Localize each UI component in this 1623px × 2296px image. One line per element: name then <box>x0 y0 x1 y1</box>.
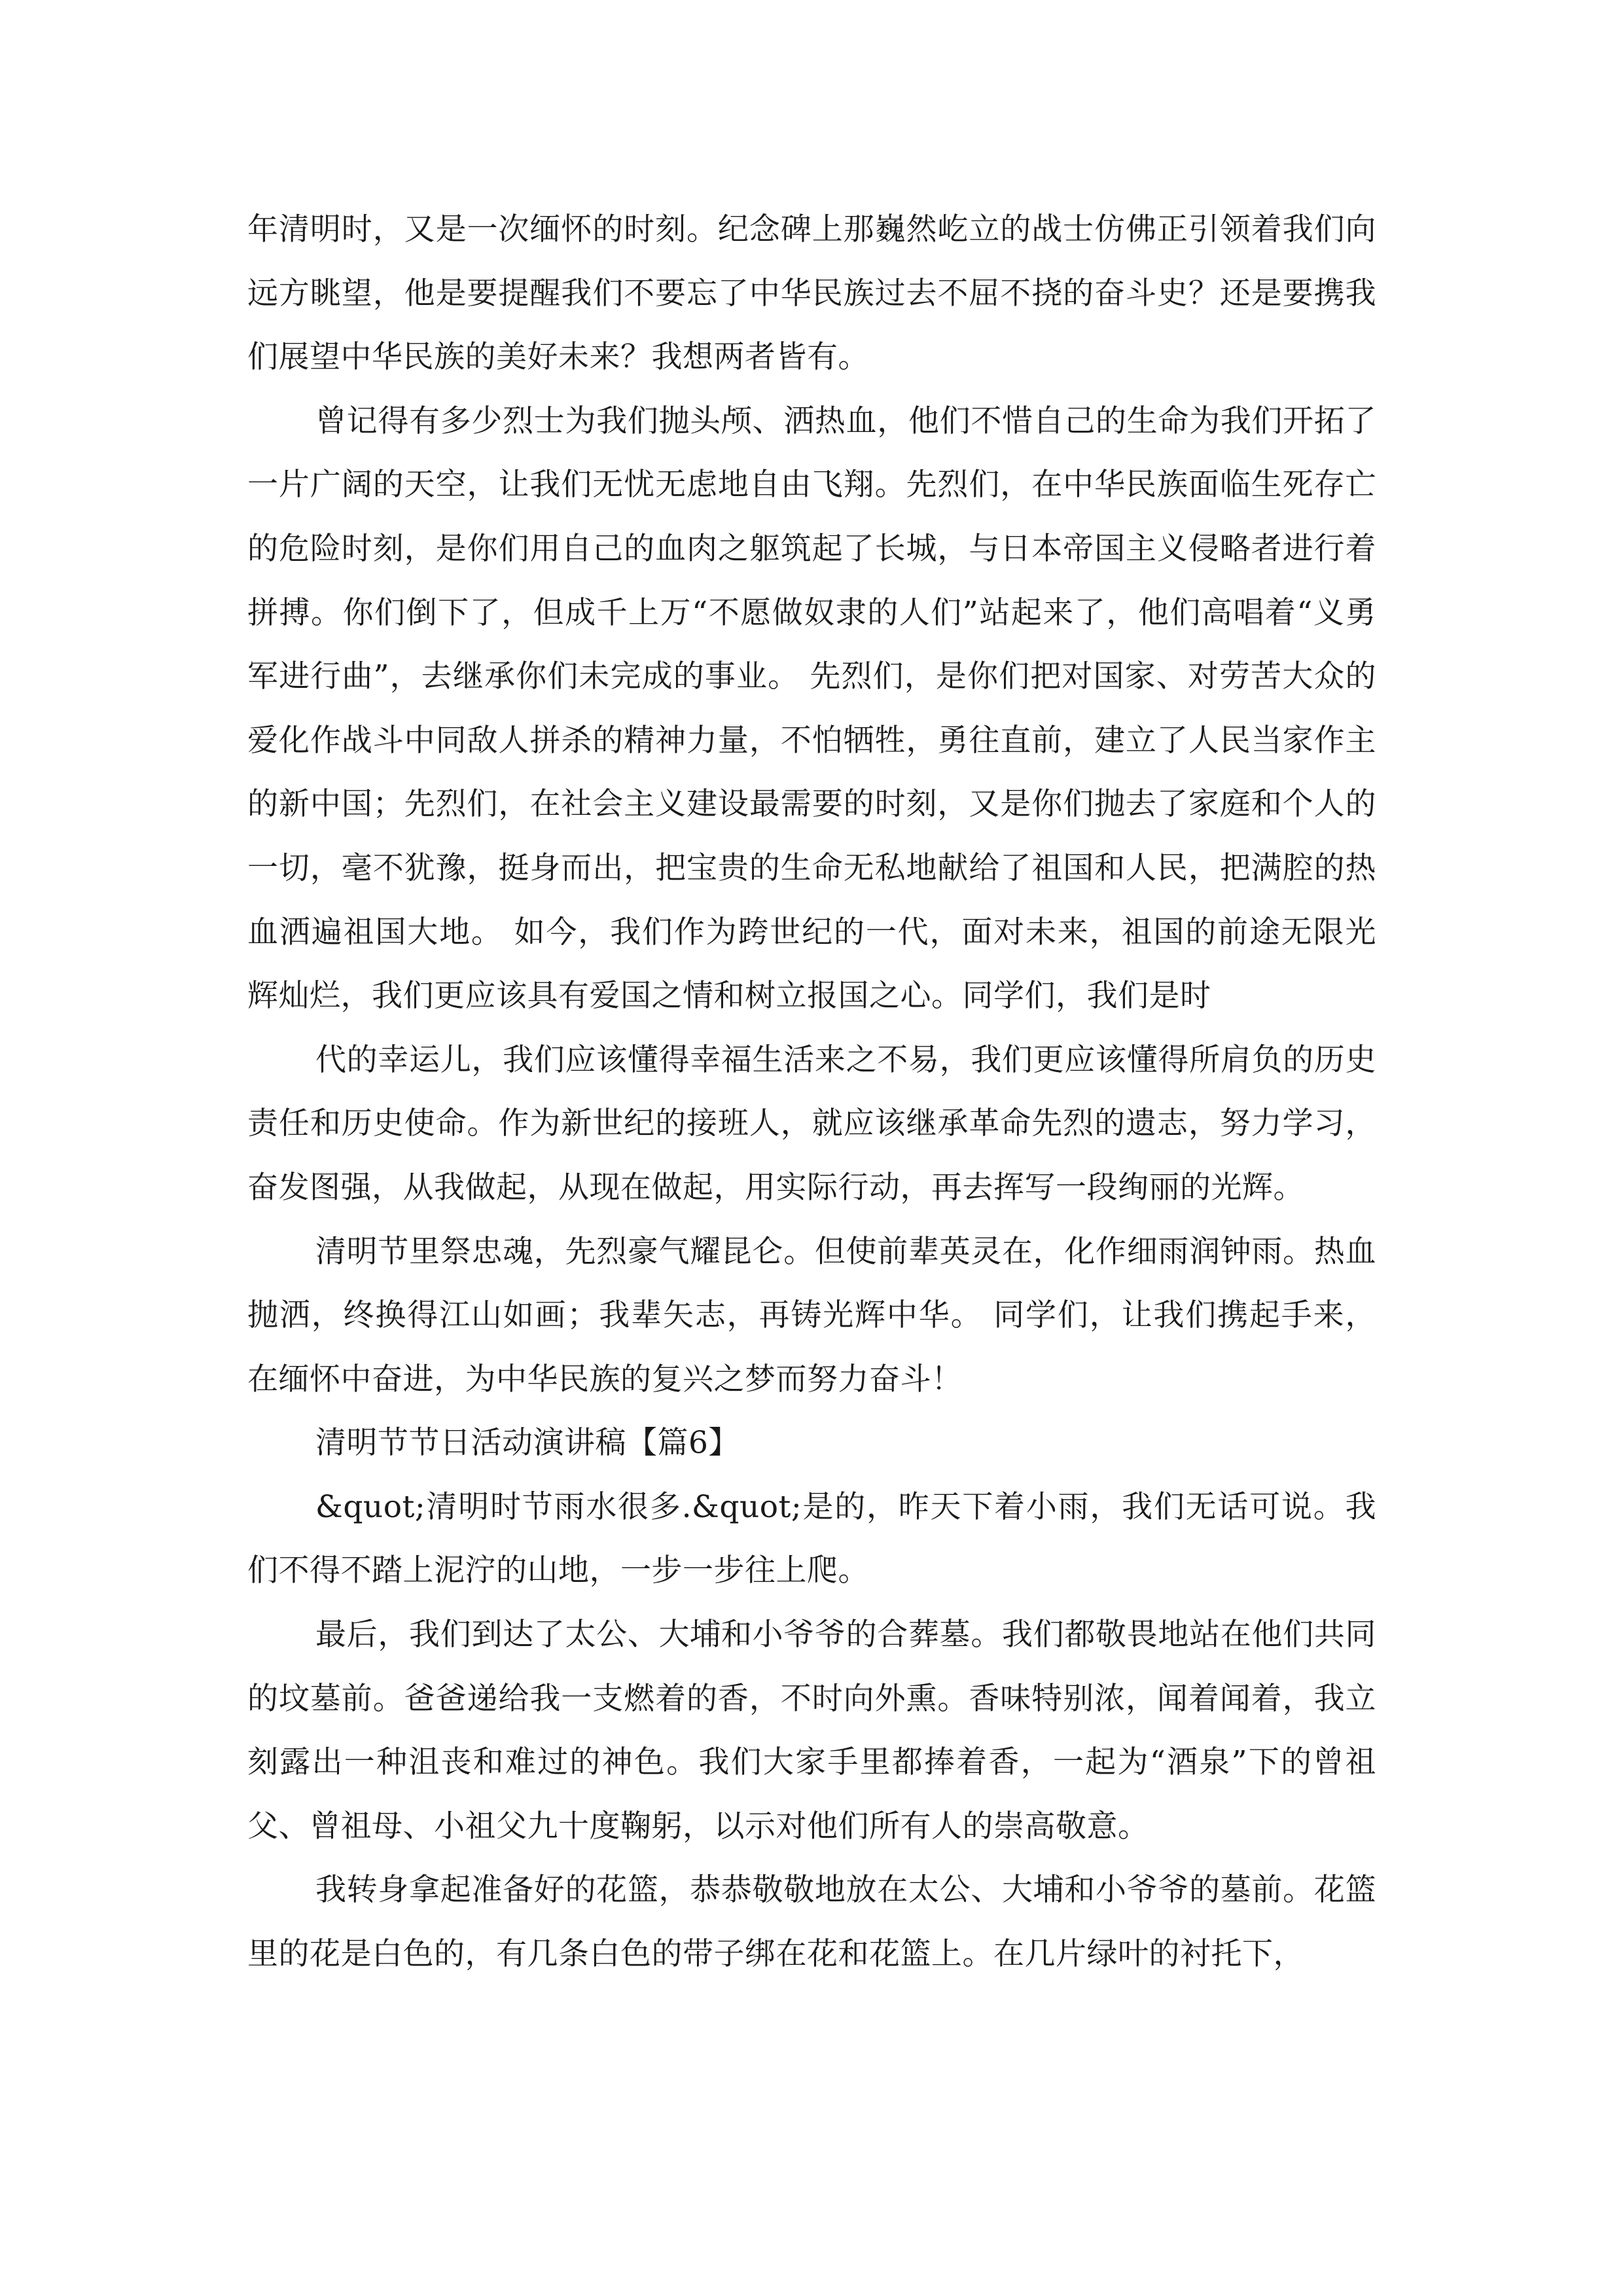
paragraph-5: &quot;清明时节雨水很多.&quot;是的，昨天下着小雨，我们无话可说。我们不得不踏上泥泞的山地，一步一步往上爬。 <box>247 1488 1376 1589</box>
paragraph-6: 最后，我们到达了太公、大埔和小爷爷的合葬墓。我们都敬畏地站在他们共同的坟墓前。爸爸递给我一支燃着的香，不时向外熏。香味特别浓，闻着闻着，我立刻露出一种沮丧和难过的神色。我们大家手里都捧着香，一起为“酒泉”下的曾祖父、曾祖母、小祖父九十度鞠躬，以示对他们所有人的崇高敬意。 <box>247 1617 1376 1844</box>
document-body <box>247 198 1376 1986</box>
paragraph-2: 曾记得有多少烈士为我们抛头颅、洒热血，他们不惜自己的生命为我们开拓了一片广阔的天空，让我们无忧无虑地自由飞翔。先烈们，在中华民族面临生死存亡的危险时刻，是你们用自己的血肉之躯筑起了长城，与日本帝国主义侵略者进行着拼搏。你们倒下了，但成千上万“不愿做奴隶的人们”站起来了，他们高唱着“义勇军进行曲”，去继承你们未完成的事业。 先烈们，是你们把对国家、对劳苦大众的爱化作战斗中同敌人拼杀的精神力量，不怕牺牲，勇往直前，建立了人民当家作主的新中国；先烈们，在社会主义建设最需要的时刻，又是你们抛去了家庭和个人的一切，毫不犹豫，挺身而出，把宝贵的生命无私地献给了祖国和人民，把满腔的热血洒遍祖国大地。 如今，我们作为跨世纪的一代，面对未来，祖国的前途无限光辉灿烂，我们更应该具有爱国之情和树立报国之心。同学们，我们是时 <box>247 403 1376 1014</box>
paragraph-7: 我转身拿起准备好的花篮，恭恭敬敬地放在太公、大埔和小爷爷的墓前。花篮里的花是白色的，有几条白色的带子绑在花和花篮上。在几片绿叶的衬托下， <box>247 1872 1376 1973</box>
paragraph-4: 清明节里祭忠魂，先烈豪气耀昆仑。但使前辈英灵在，化作细雨润钟雨。热血抛洒，终换得江山如画；我辈矢志，再铸光辉中华。 同学们，让我们携起手来，在缅怀中奋进，为中华民族的复兴之梦而努力奋斗！ <box>247 1233 1376 1397</box>
paragraph-1: 年清明时，又是一次缅怀的时刻。纪念碑上那巍然屹立的战士仿佛正引领着我们向远方眺望，他是要提醒我们不要忘了中华民族过去不屈不挠的奋斗史？还是要携我们展望中华民族的美好未来？我想两者皆有。 <box>247 211 1376 376</box>
paragraph-3: 代的幸运儿，我们应该懂得幸福生活来之不易，我们更应该懂得所肩负的历史责任和历史使命。作为新世纪的接班人，就应该继承革命先烈的遗志，努力学习，奋发图强，从我做起，从现在做起，用实际行动，再去挥写一段绚丽的光辉。 <box>247 1041 1376 1206</box>
section-heading: 清明节节日活动演讲稿【篇6】 <box>315 1425 740 1462</box>
